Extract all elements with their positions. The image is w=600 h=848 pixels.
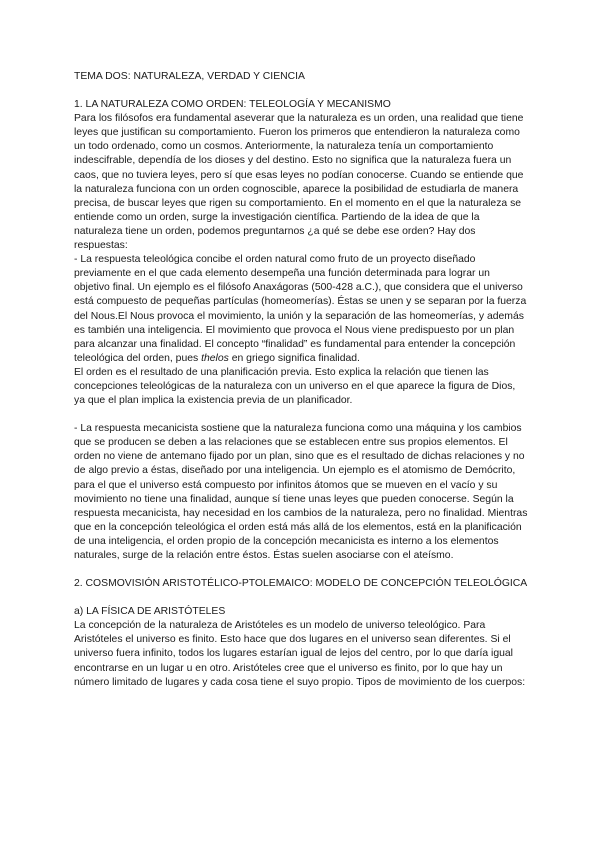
section-2-paragraph-1: La concepción de la naturaleza de Aristóteles es un modelo de universo teleológico. Para Aristóteles el universo es finito. Esto hace que dos lugares en el universo sean diferentes. Si el universo fuera infinito, todos los lugares estarían igual de lejos del centro, por lo que daría igual encontrarse en un lugar u en otro. Aristóteles cree que el universo es finito, por lo que hay un número limitado de lugares y cada cosa tiene el suyo propio. Tipos de movimiento de los cuerpos:	[74, 620, 526, 688]
paragraph-2-text-end: en griego significa finalidad.	[228, 352, 360, 364]
paragraph-2-text-start: - La respuesta teleológica concibe el orden natural como fruto de un proyecto diseñado previamente en el que cada elemento desempeña una función determinada para lograr un objetivo final. Un ejemplo es el filósofo Anaxágoras (500-428 a.C.), que considera que el universo está compuesto de pequeñas partículas (homeomerías). Éstas se unen y se separan por la fuerza del Nous.El Nous provoca el movimiento, la unión y la separación de las homeomerías, y además es también una inteligencia. El movimiento que provoca el Nous viene predispuesto por un plan para alcanzar una finalidad. El concepto “finalidad” es fundamental para entender la concepción teleológica del orden, pues	[74, 254, 527, 364]
section-1-paragraph-1: Para los filósofos era fundamental aseverar que la naturaleza es un orden, una realidad que tiene leyes que justifican su comportamiento. Fueron los primeros que entendieron la naturaleza como un todo ordenado, como un cosmos. Anteriormente, la naturaleza tenía un comportamiento indescifrable, dependía de los dioses y del destino. Esto no significa que la naturaleza fuera un caos, que no tuviera leyes, pero sí que esas leyes no podían conocerse. Cuando se entiende que la naturaleza funciona con un orden cognoscible, aparece la posibilidad de estudiarla de manera precisa, de buscar leyes que rigen su comportamiento. En el momento en el que la naturaleza se entiende como un orden, surge la investigación científica. Partiendo de la idea de que la naturaleza tiene un orden, podemos preguntarnos ¿a qué se debe ese orden? Hay dos respuestas:	[74, 113, 524, 252]
paragraph-gap	[74, 563, 528, 577]
section-1-paragraph-3: El orden es el resultado de una planificación previa. Esto explica la relación que tienen las concepciones teleológicas de la naturaleza con un universo en el que aparece la figura de Dios, ya que el plan implica la existencia previa de un planificador.	[74, 366, 516, 407]
section-1-paragraph-4: - La respuesta mecanicista sostiene que la naturaleza funciona como una máquina y los cambios que se producen se deben a las relaciones que se establecen entre sus propios elementos. El orden no viene de antemano fijado por un plan, sino que es el resultado de dichas relaciones y no de algo previo a éstas, diseñado por una inteligencia. Un ejemplo es el atomismo de Demócrito, para el que el universo está compuesto por infinitos átomos que se mueven en el vacío y su movimiento no tiene una finalidad, aunque sí tiene unas leyes que pueden conocerse. Según la respuesta mecanicista, hay necesidad en los cambios de la naturaleza, pero no finalidad. Mientras que en la concepción teleológica el orden está más allá de los elementos, está en la planificación de una inteligencia, el orden propio de la concepción mecanicista es interno a los elementos naturales, surge de la relación entre éstos. Éstas suelen asociarse con el ateísmo.	[74, 423, 528, 561]
section-1-paragraph-2	[74, 253, 528, 366]
topic-title: TEMA DOS: NATURALEZA, VERDAD Y CIENCIA	[74, 71, 305, 82]
paragraph-gap	[74, 591, 528, 605]
thelos-italic-term: thelos	[201, 352, 229, 364]
section-2-subheading: a) LA FÍSICA DE ARISTÓTELES	[74, 606, 226, 618]
section-1-heading: 1. LA NATURALEZA COMO ORDEN: TELEOLOGÍA Y MECANISMO	[74, 99, 391, 111]
document-body	[74, 70, 528, 690]
section-2-heading: 2. COSMOVISIÓN ARISTOTÉLICO-PTOLEMAICO: MODELO DE CONCEPCIÓN TELEOLÓGICA	[74, 578, 528, 590]
paragraph-gap	[74, 408, 528, 422]
